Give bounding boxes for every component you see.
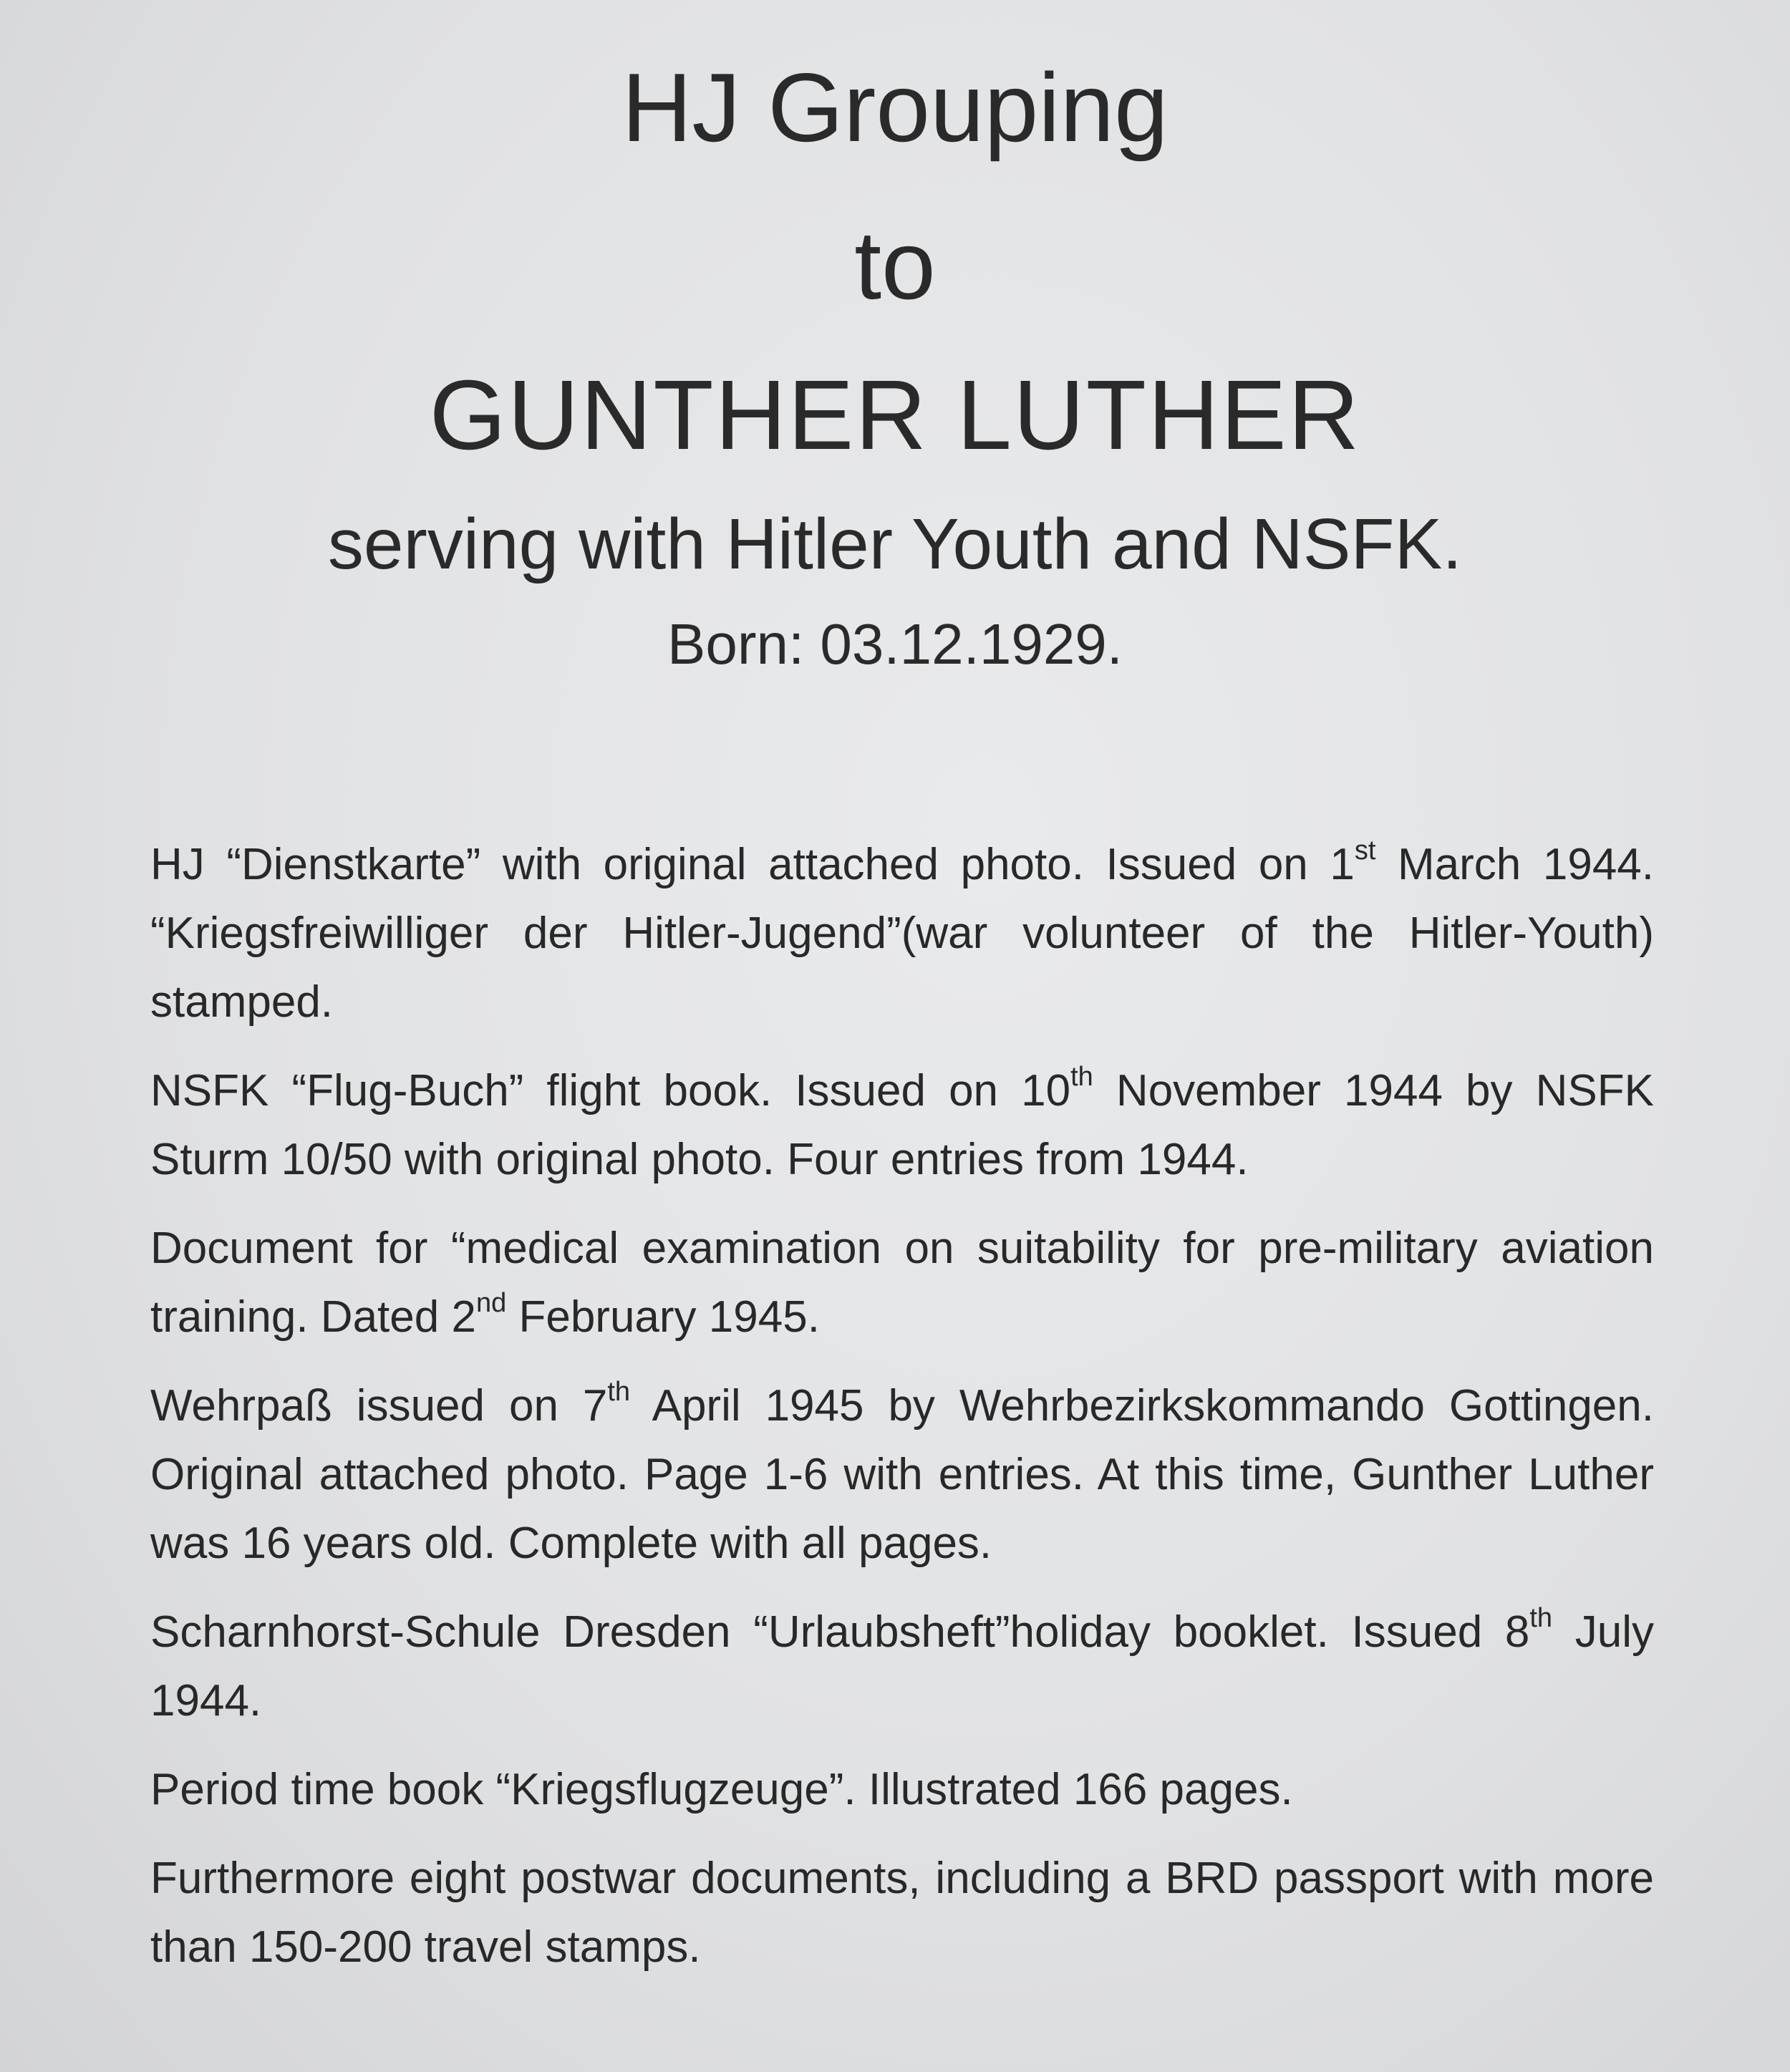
- title-hj-grouping: HJ Grouping: [621, 53, 1169, 162]
- paragraph-medical-examination: [150, 1214, 1654, 1352]
- paragraph-text: November 1944 by NSFK Sturm 10/50 with original photo. Four entries from 1944.: [150, 1066, 1654, 1184]
- ordinal-suffix: th: [1070, 1062, 1093, 1093]
- subtitle-born: Born: 03.12.1929.: [667, 612, 1123, 676]
- paragraph-text: February 1945.: [506, 1292, 820, 1342]
- paragraph-text: Wehrpaß issued on 7: [150, 1381, 608, 1430]
- title-to: to: [854, 210, 936, 319]
- paragraph-text: July 1944.: [150, 1607, 1654, 1725]
- paragraph-text: March 1944. “Kriegsfreiwilliger der Hitler-Jugend”(war volunteer of the Hitler-Youth) stamped.: [150, 840, 1655, 1027]
- paragraph-text: Period time book “Kriegsflugzeuge”. Illustrated 166 pages.: [150, 1765, 1293, 1814]
- paragraph-text: Furthermore eight postwar documents, including a BRD passport with more than 150-200 travel stamps.: [150, 1854, 1654, 1972]
- ordinal-suffix: nd: [475, 1288, 507, 1319]
- paragraph-wehrpass: [150, 1372, 1654, 1578]
- paragraph-text: Document for “medical examination on suitability for pre-military aviation training. Dated 2: [150, 1224, 1654, 1342]
- subtitle-service: serving with Hitler Youth and NSFK.: [327, 504, 1463, 584]
- ordinal-suffix: st: [1354, 836, 1376, 866]
- paragraph-text: HJ “Dienstkarte” with original attached photo. Issued on 1: [150, 840, 1355, 889]
- paragraph-urlaubsheft: [150, 1598, 1654, 1735]
- document-body: [150, 831, 1654, 2002]
- ordinal-suffix: th: [607, 1377, 631, 1408]
- paragraph-text: Scharnhorst-Schule Dresden “Urlaubsheft”holiday booklet. Issued 8: [150, 1607, 1530, 1657]
- paragraph-postwar-documents: [150, 1844, 1654, 1982]
- title-name: GUNTHER LUTHER: [429, 360, 1361, 470]
- paragraph-flug-buch: [150, 1057, 1654, 1194]
- ordinal-suffix: th: [1529, 1603, 1553, 1634]
- paragraph-kriegsflugzeuge: [150, 1756, 1654, 1824]
- paragraph-dienstkarte: [150, 831, 1654, 1037]
- paragraph-text: NSFK “Flug-Buch” flight book. Issued on 10: [150, 1066, 1071, 1115]
- paragraph-text: April 1945 by Wehrbezirkskommando Gottingen. Original attached photo. Page 1-6 with entries. At this time, Gunther Luther was 16 years old. Complete with all pages.: [150, 1381, 1654, 1568]
